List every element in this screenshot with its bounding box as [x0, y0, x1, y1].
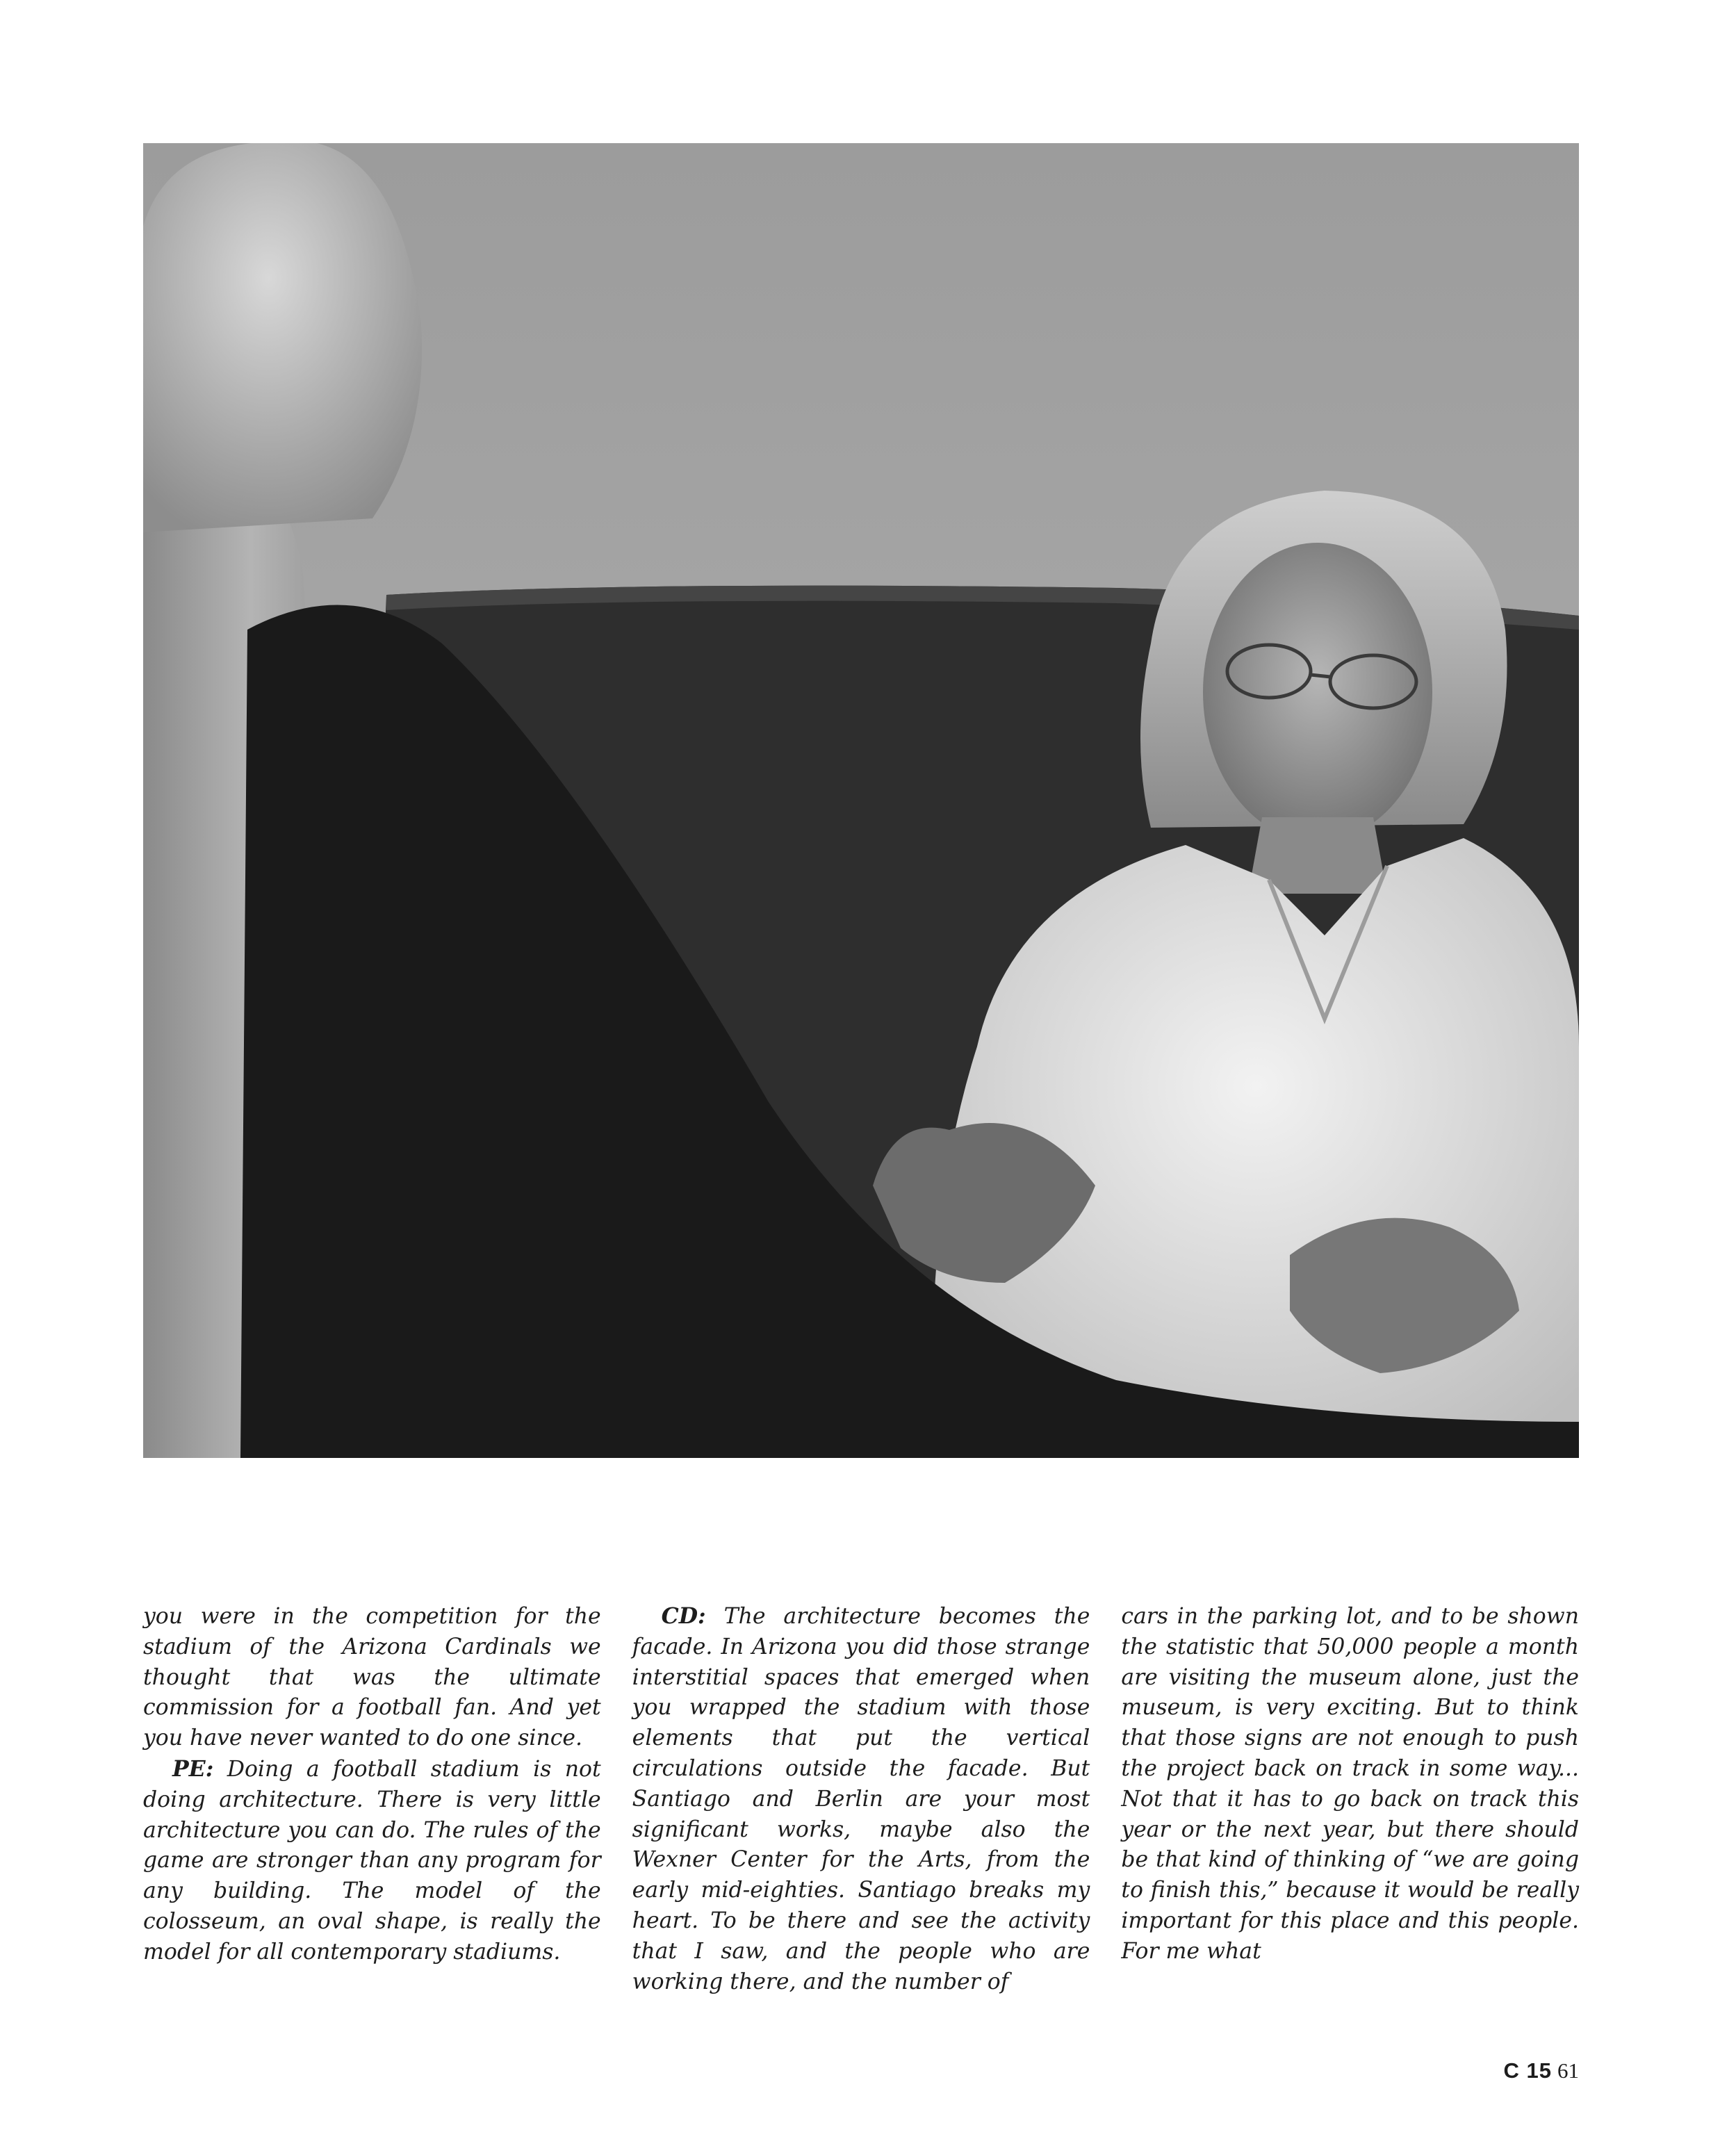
interview-photo-illustration — [143, 143, 1579, 1458]
page-folio — [1504, 2058, 1579, 2083]
paragraph: you were in the competition for the stadium of the Arizona Cardinals we thought that was the ultimate commission for a football fan. And yet you have never wanted to do one since. — [143, 1604, 601, 1751]
speaker-label: PE: — [172, 1755, 214, 1782]
article-columns — [143, 1601, 1579, 1997]
interview-photo — [143, 143, 1579, 1458]
magazine-name: C 15 — [1503, 2058, 1552, 2083]
text-column-3 — [1121, 1601, 1579, 1997]
page-number: 61 — [1557, 2058, 1579, 2083]
paragraph: CD: The architecture becomes the facade. In Arizona you did those strange interstitial spaces that emerged when you wrapped the stadium with those elements that put the vertical circulations outside the facade. But Santiago and Berlin are your most significant works, maybe also the Wexner Center for the Arts, from the early mid-eighties. Santiago breaks my heart. To be there and see the activity that I saw, and the people who are working there, and the number of — [632, 1603, 1090, 1994]
speaker-label: CD: — [661, 1603, 706, 1629]
text-column-2 — [632, 1601, 1090, 1997]
text-column-1 — [143, 1601, 601, 1997]
paragraph: PE: Doing a football stadium is not doing architecture. There is very little architecture you can do. The rules of the game are stronger than any program for any building. The model of the colosseum, an oval shape, is really the model for all contemporary stadiums. — [143, 1755, 601, 1965]
paragraph: cars in the parking lot, and to be shown the statistic that 50,000 people a month are visiting the museum alone, just the museum, is very exciting. But to think that those signs are not enough to push the project back on track in some way... Not that it has to go back on track this year or the next year, but there should be that kind of thinking of “we are going to finish this,” because it would be really important for this place and this people. For me what — [1121, 1604, 1580, 1964]
